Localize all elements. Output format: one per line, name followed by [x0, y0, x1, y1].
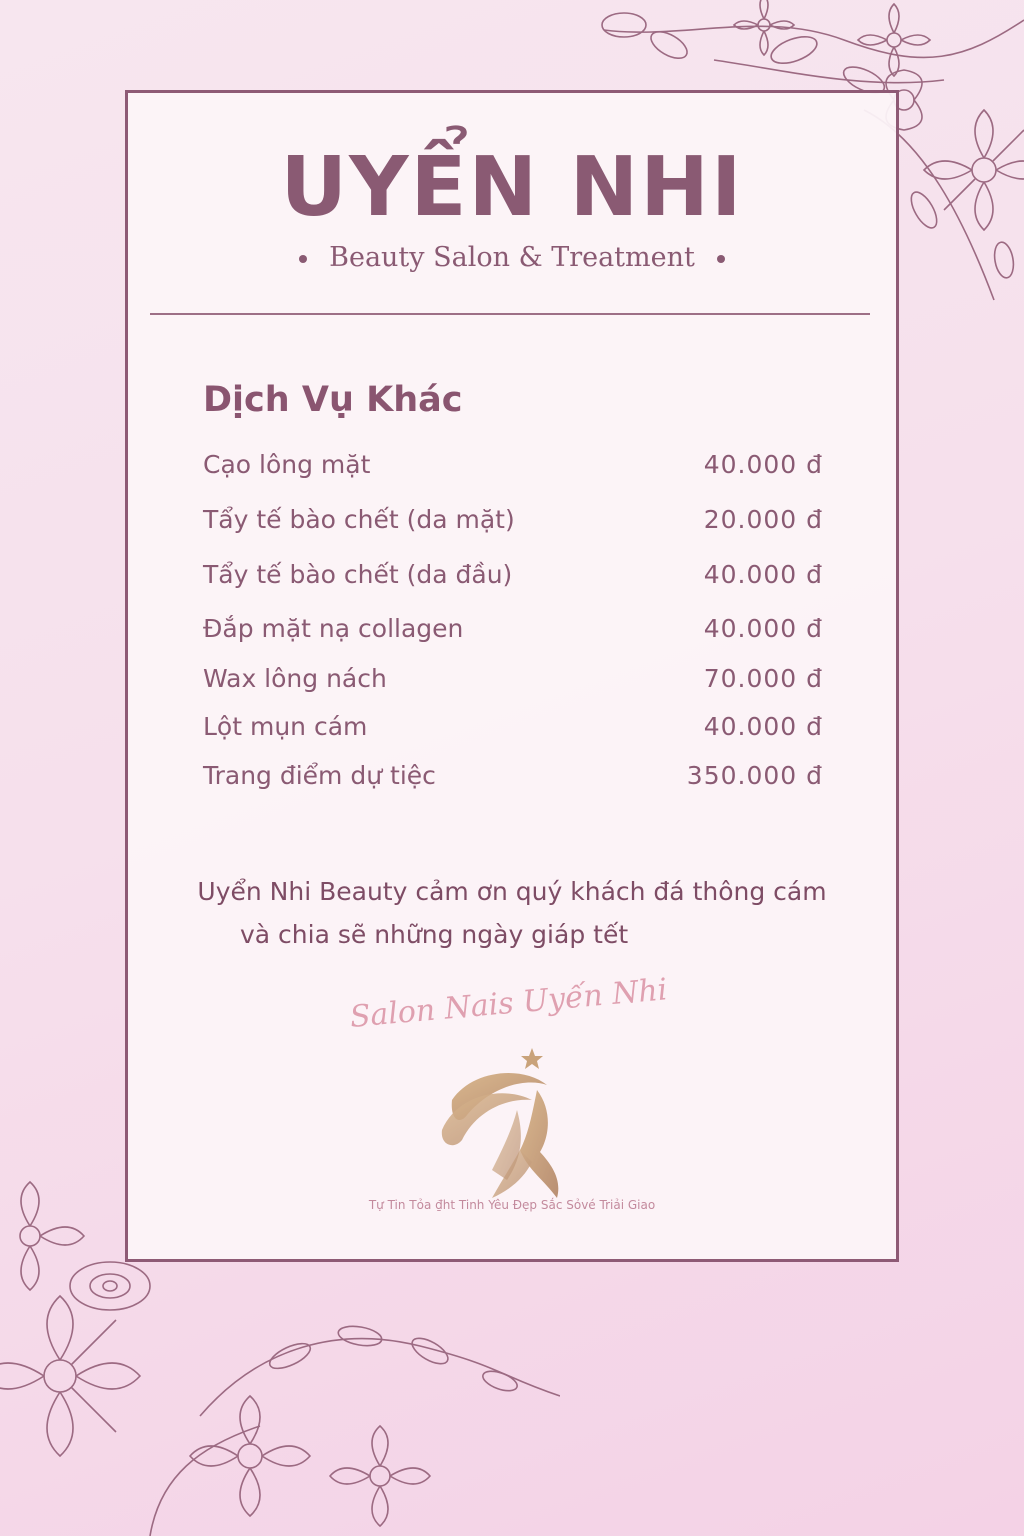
logo-slogan: Tự Tin Tỏa ₫ht Tinh Yêu Đẹp Sắc Sỏvé Triải Giao: [368, 1198, 656, 1212]
service-price: 40.000 đ: [703, 614, 823, 643]
service-price: 40.000 đ: [703, 560, 823, 589]
woman-silhouette-logo-icon: [432, 1040, 582, 1200]
service-price: 350.000 đ: [686, 761, 823, 790]
service-row: [203, 664, 823, 693]
service-row: [203, 450, 823, 479]
service-name: Lột mụn cám: [203, 712, 368, 741]
service-name: Tẩy tế bào chết (da mặt): [203, 505, 515, 534]
service-price: 70.000 đ: [703, 664, 823, 693]
service-row: [203, 560, 823, 589]
bullet-icon: [299, 255, 307, 263]
brand-title: UYỂN NHI: [280, 140, 744, 235]
service-row: [203, 614, 823, 643]
logo-script-text: Salon Nais Uyến Nhi: [348, 972, 669, 1035]
service-price: 40.000 đ: [703, 712, 823, 741]
star-icon: [521, 1048, 543, 1069]
thanks-line-1: Uyển Nhi Beauty cảm ơn quý khách đá thông cám: [197, 877, 827, 906]
service-row: [203, 712, 823, 741]
service-name: Đắp mặt nạ collagen: [203, 614, 464, 643]
bullet-icon: [717, 255, 725, 263]
service-row: [203, 505, 823, 534]
service-name: Trang điểm dự tiệc: [203, 761, 436, 790]
tagline-text: Beauty Salon & Treatment: [329, 242, 695, 273]
brand-tagline: [0, 242, 1024, 273]
thanks-line-2: và chia sẽ những ngày giáp tết: [240, 920, 629, 949]
divider: [150, 313, 870, 315]
service-name: Tẩy tế bào chết (da đầu): [203, 560, 513, 589]
service-price: 40.000 đ: [703, 450, 823, 479]
service-row: [203, 761, 823, 790]
service-name: Cạo lông mặt: [203, 450, 371, 479]
section-title: Dịch Vụ Khác: [203, 380, 463, 420]
service-price: 20.000 đ: [703, 505, 823, 534]
service-name: Wax lông nách: [203, 664, 387, 693]
